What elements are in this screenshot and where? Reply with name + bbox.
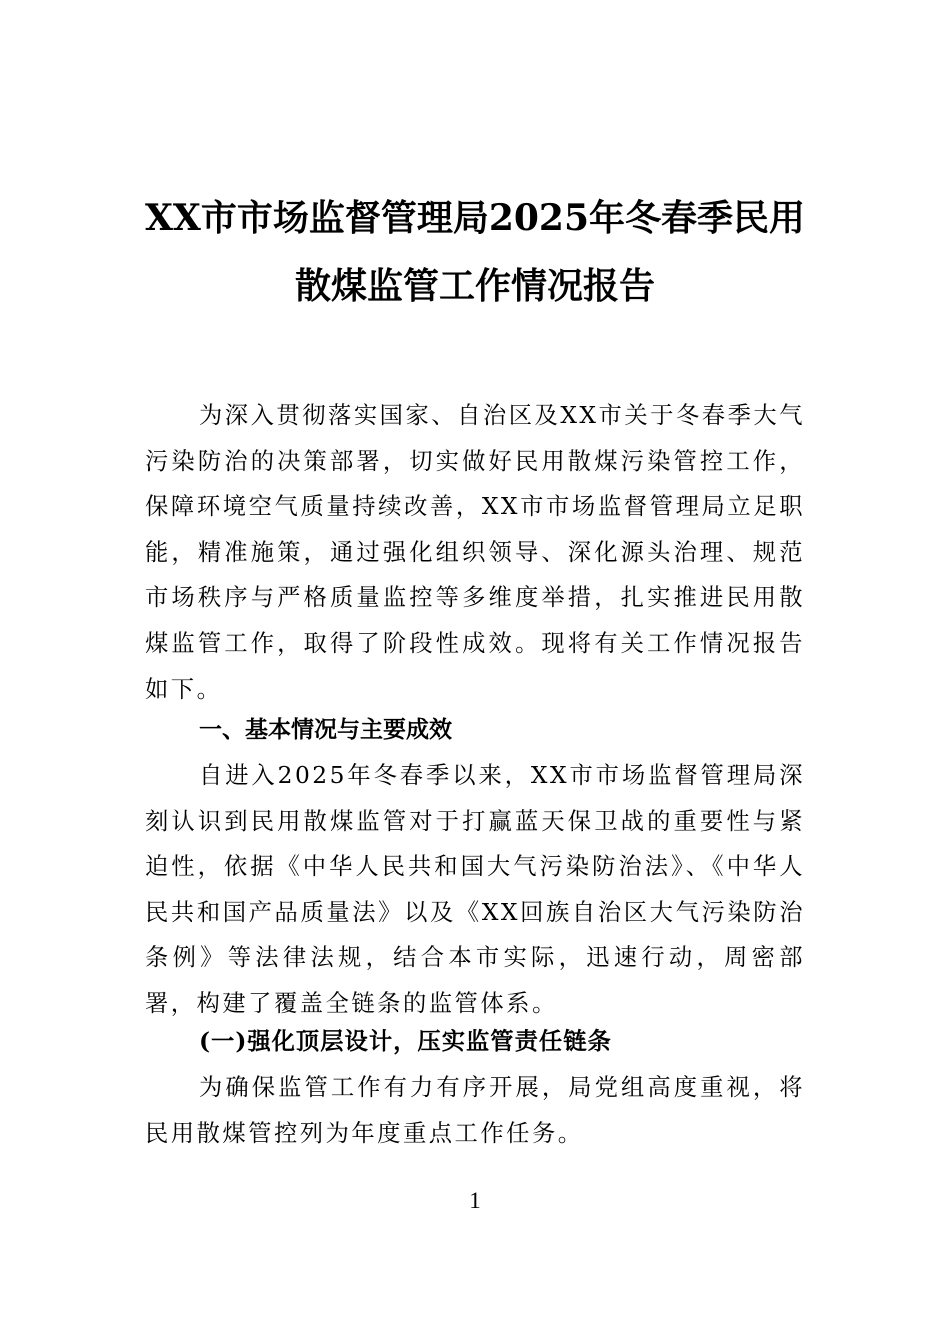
section-heading-1: 一、基本情况与主要成效 [199, 717, 452, 743]
subsection-heading-1: (一)强化顶层设计，压实监管责任链条 [199, 1028, 612, 1055]
intro-paragraph: 为深入贯彻落实国家、自治区及XX市关于冬春季大气污染防治的决策部署，切实做好民用散煤污染管控工作，保障环境空气质量持续改善，XX市市场监督管理局立足职能，精准施策，通过强化组织领导、深化源头治理、规范市场秩序与严格质量监控等多维度举措，扎实推进民用散煤监管工作，取得了阶段性成效。现将有关工作情况报告如下。 [145, 402, 805, 703]
subsection-paragraph-1: 为确保监管工作有力有序开展，局党组高度重视，将民用散煤管控列为年度重点工作任务。 [145, 1074, 805, 1147]
page-number: 1 [469, 1188, 481, 1213]
document-title-line2: 散煤监管工作情况报告 [294, 265, 655, 307]
section-paragraph-1: 自进入2025年冬春季以来，XX市市场监督管理局深刻认识到民用散煤监管对于打赢蓝天保卫战的重要性与紧迫性，依据《中华人民共和国大气污染防治法》、《中华人民共和国产品质量法》以及《XX回族自治区大气污染防治条例》等法律法规，结合本市实际，迅速行动，周密部署，构建了覆盖全链条的监管体系。 [145, 762, 805, 1017]
document-title-line1: XX市市场监督管理局2025年冬春季民用 [144, 197, 806, 239]
